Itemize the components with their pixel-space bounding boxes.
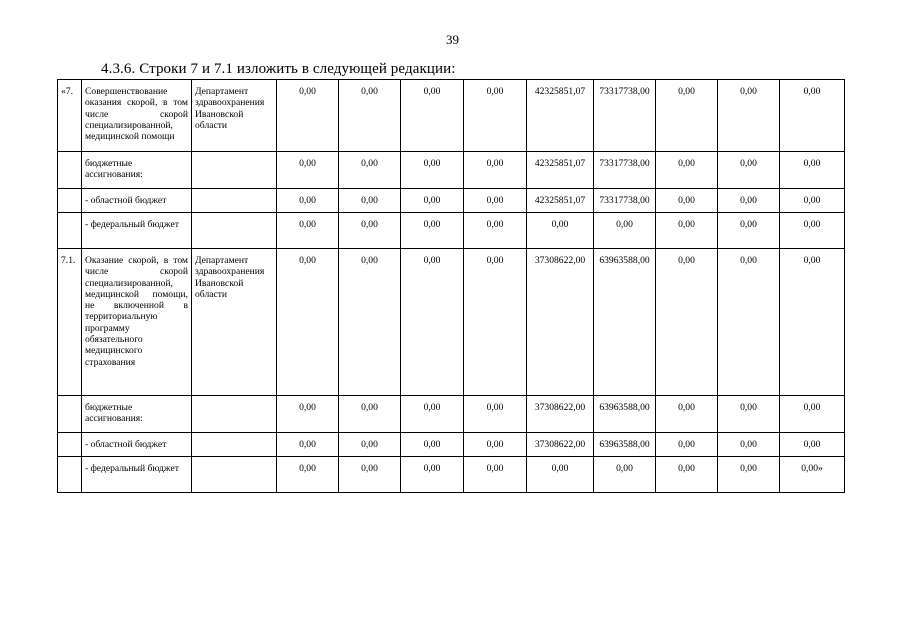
row-name: - областной бюджет	[82, 189, 192, 213]
value-cell: 0,00	[780, 433, 845, 457]
value-cell: 0,00	[401, 152, 464, 189]
row-name: - областной бюджет	[82, 433, 192, 457]
value-cell: 0,00	[656, 433, 718, 457]
value-cell: 0,00	[277, 249, 339, 396]
value-cell: 0,00	[780, 213, 845, 249]
row-name: бюджетные ассигнования:	[82, 152, 192, 189]
row-index	[58, 457, 82, 493]
value-cell: 0,00	[339, 213, 401, 249]
value-cell: 0,00	[656, 152, 718, 189]
value-cell: 0,00	[401, 80, 464, 152]
value-cell: 37308622,00	[527, 396, 594, 433]
value-cell: 0,00	[718, 213, 780, 249]
value-cell: 0,00	[656, 457, 718, 493]
value-cell: 0,00	[401, 396, 464, 433]
value-cell: 0,00	[401, 213, 464, 249]
value-cell: 0,00	[277, 80, 339, 152]
row-department	[192, 189, 277, 213]
table-row	[58, 80, 845, 152]
value-cell: 0,00	[718, 189, 780, 213]
value-cell: 63963588,00	[594, 433, 656, 457]
page-number: 39	[446, 32, 459, 47]
row-department	[192, 396, 277, 433]
value-cell: 0,00	[464, 189, 527, 213]
value-cell: 0,00»	[780, 457, 845, 493]
table-row	[58, 396, 845, 433]
value-cell: 42325851,07	[527, 189, 594, 213]
row-name: бюджетные ассигнования:	[82, 396, 192, 433]
value-cell: 0,00	[780, 249, 845, 396]
value-cell: 0,00	[277, 152, 339, 189]
value-cell: 0,00	[656, 249, 718, 396]
table-row	[58, 457, 845, 493]
value-cell: 37308622,00	[527, 433, 594, 457]
value-cell: 0,00	[780, 80, 845, 152]
value-cell: 0,00	[339, 152, 401, 189]
value-cell: 42325851,07	[527, 152, 594, 189]
value-cell: 0,00	[401, 249, 464, 396]
value-cell: 0,00	[339, 80, 401, 152]
value-cell: 0,00	[718, 433, 780, 457]
value-cell: 0,00	[780, 189, 845, 213]
row-index	[58, 189, 82, 213]
value-cell: 73317738,00	[594, 152, 656, 189]
row-index	[58, 152, 82, 189]
row-department: Департамент здравоохранения Ивановской области	[192, 80, 277, 152]
value-cell: 0,00	[339, 457, 401, 493]
value-cell: 0,00	[594, 213, 656, 249]
value-cell: 0,00	[277, 457, 339, 493]
value-cell: 0,00	[718, 80, 780, 152]
value-cell: 0,00	[718, 457, 780, 493]
value-cell: 0,00	[656, 80, 718, 152]
value-cell: 73317738,00	[594, 189, 656, 213]
section-heading: 4.3.6. Строки 7 и 7.1 изложить в следующей редакции:	[101, 61, 456, 77]
value-cell: 0,00	[401, 433, 464, 457]
value-cell: 0,00	[339, 433, 401, 457]
row-department	[192, 152, 277, 189]
value-cell: 0,00	[718, 396, 780, 433]
table-row	[58, 213, 845, 249]
table-row	[58, 433, 845, 457]
row-index	[58, 396, 82, 433]
value-cell: 0,00	[277, 213, 339, 249]
value-cell: 63963588,00	[594, 396, 656, 433]
row-name: Совершенствование оказания скорой, в том числе скорой специализированной, медицинской помощи	[82, 80, 192, 152]
row-department	[192, 457, 277, 493]
value-cell: 0,00	[464, 249, 527, 396]
value-cell: 0,00	[656, 213, 718, 249]
value-cell: 0,00	[277, 189, 339, 213]
value-cell: 0,00	[780, 396, 845, 433]
value-cell: 0,00	[594, 457, 656, 493]
value-cell: 0,00	[339, 396, 401, 433]
value-cell: 0,00	[277, 433, 339, 457]
table-row	[58, 249, 845, 396]
row-name: Оказание скорой, в том числе скорой специализированной, медицинской помощи, не включенной в территориальную программу обязательного медицинского страхования	[82, 249, 192, 396]
value-cell: 0,00	[780, 152, 845, 189]
value-cell: 63963588,00	[594, 249, 656, 396]
value-cell: 0,00	[656, 189, 718, 213]
value-cell: 0,00	[464, 433, 527, 457]
table-row	[58, 152, 845, 189]
row-department: Департамент здравоохранения Ивановской области	[192, 249, 277, 396]
value-cell: 0,00	[401, 457, 464, 493]
row-index	[58, 433, 82, 457]
table-row	[58, 189, 845, 213]
row-name: - федеральный бюджет	[82, 457, 192, 493]
value-cell: 73317738,00	[594, 80, 656, 152]
value-cell: 0,00	[527, 457, 594, 493]
row-department	[192, 213, 277, 249]
value-cell: 0,00	[339, 249, 401, 396]
value-cell: 0,00	[656, 396, 718, 433]
row-index: 7.1.	[58, 249, 82, 396]
value-cell: 0,00	[718, 152, 780, 189]
row-index: «7.	[58, 80, 82, 152]
value-cell: 0,00	[464, 396, 527, 433]
row-department	[192, 433, 277, 457]
value-cell: 37308622,00	[527, 249, 594, 396]
value-cell: 42325851,07	[527, 80, 594, 152]
value-cell: 0,00	[401, 189, 464, 213]
value-cell: 0,00	[277, 396, 339, 433]
value-cell: 0,00	[464, 152, 527, 189]
budget-table	[57, 79, 845, 493]
value-cell: 0,00	[464, 213, 527, 249]
value-cell: 0,00	[718, 249, 780, 396]
value-cell: 0,00	[464, 80, 527, 152]
row-name: - федеральный бюджет	[82, 213, 192, 249]
row-index	[58, 213, 82, 249]
value-cell: 0,00	[339, 189, 401, 213]
value-cell: 0,00	[464, 457, 527, 493]
value-cell: 0,00	[527, 213, 594, 249]
